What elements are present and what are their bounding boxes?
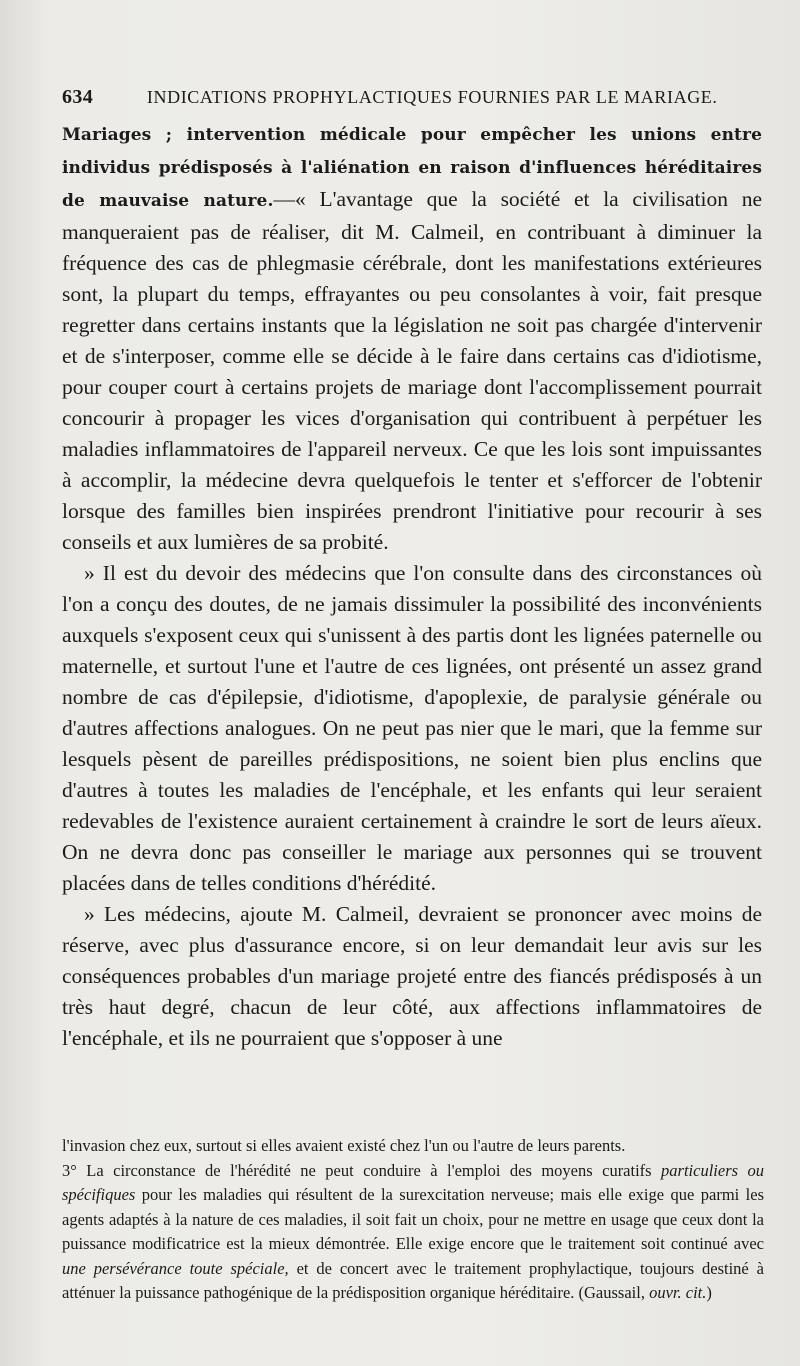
footnote-paragraph <box>62 1159 764 1306</box>
section-heading: Mariages ; intervention médicale pour empêcher les unions entre individus prédisposés à l'aliénation en raison d'influences héréditaires de mauvaise nature. <box>62 125 762 211</box>
paragraph-1 <box>62 118 762 558</box>
footnote-text-start: 3° La circonstance de l'hérédité ne peut conduire à l'emploi des moyens curatifs <box>62 1160 662 1180</box>
page-header <box>62 86 762 109</box>
footnote-line-1: l'invasion chez eux, surtout si elles avaient existé chez l'un ou l'autre de leurs parents. <box>62 1136 626 1155</box>
main-text <box>62 118 762 1054</box>
footnotes <box>62 1134 764 1306</box>
paragraph-3: » Les médecins, ajoute M. Calmeil, devraient se prononcer avec moins de réserve, avec plus d'assurance encore, si on leur demandait leur avis sur les conséquences probables d'un mariage projeté entre des fiancés prédisposés à un très haut degré, chacun de leur côté, aux affections inflammatoires de l'encéphale, et ils ne pourraient que s'opposer à une <box>62 902 762 1050</box>
running-title: INDICATIONS PROPHYLACTIQUES FOURNIES PAR LE MARIAGE. <box>146 87 718 107</box>
footnote-italic-3: ouvr. cit. <box>649 1283 707 1302</box>
paragraph-1-text: —« L'avantage que la société et la civilisation ne manqueraient pas de réaliser, dit M. Calmeil, en contribuant à diminuer la fréquence des cas de phlegmasie cérébrale, dont les manifestations extérieures sont, la plupart du temps, effrayantes ou peu consolantes à voir, fait presque regretter dans certains instants que la législation ne soit pas chargée d'intervenir et de s'interposer, comme elle se décide à le faire dans certains cas d'idiotisme, pour couper court à certains projets de mariage dont l'accomplissement pourrait concourir à propager les vices d'organisation qui contribuent à perpétuer les maladies inflammatoires de l'appareil nerveux. Ce que les lois sont impuissantes à accomplir, la médecine devra quelquefois le tenter et s'efforcer de l'obtenir lorsque des familles bien inspirées prendront l'initiative pour recourir à ses conseils et aux lumières de sa probité. <box>62 187 762 554</box>
footnote-text-mid: pour les maladies qui résultent de la surexcitation nerveuse; mais elle exige que parmi les agents adaptés à la nature de ces maladies, il soit fait un choix, pour ne mettre en usage que ceux dont la puissance modificatrice est la mieux démontrée. Elle exige encore que le traitement soit continué avec <box>62 1185 764 1253</box>
footnote-text-end: et de concert avec le traitement prophylactique, toujours destiné à atténuer la puissance pathogénique de la prédisposition organique héréditaire. (Gaussail, <box>62 1258 764 1302</box>
footnote-italic-2: une persévérance toute spéciale, <box>62 1258 289 1278</box>
footnote-text-close: ) <box>706 1283 712 1302</box>
page-number: 634 <box>62 86 94 108</box>
footnote-italic-1: particuliers ou spécifiques <box>62 1160 764 1204</box>
paragraph-2: » Il est du devoir des médecins que l'on consulte dans des circonstances où l'on a conçu des doutes, de ne jamais dissimuler la possibilité des inconvénients auxquels s'exposent ceux qui s'unissent à des partis dont les lignées paternelle ou maternelle, et surtout l'une et l'autre de ces lignées, ont présenté un assez grand nombre de cas d'épilepsie, d'idiotisme, d'apoplexie, de paralysie générale ou d'autres affections analogues. On ne peut pas nier que le mari, que la femme sur lesquels pèsent de pareilles prédispositions, ne soient bien plus enclins que d'autres à toutes les maladies de l'encéphale, et les enfants qui leur seraient redevables de l'existence auraient certainement à craindre le sort de leurs aïeux. On ne devra donc pas conseiller le mariage aux personnes qui se trouvent placées dans de telles conditions d'hérédité. <box>62 561 762 895</box>
